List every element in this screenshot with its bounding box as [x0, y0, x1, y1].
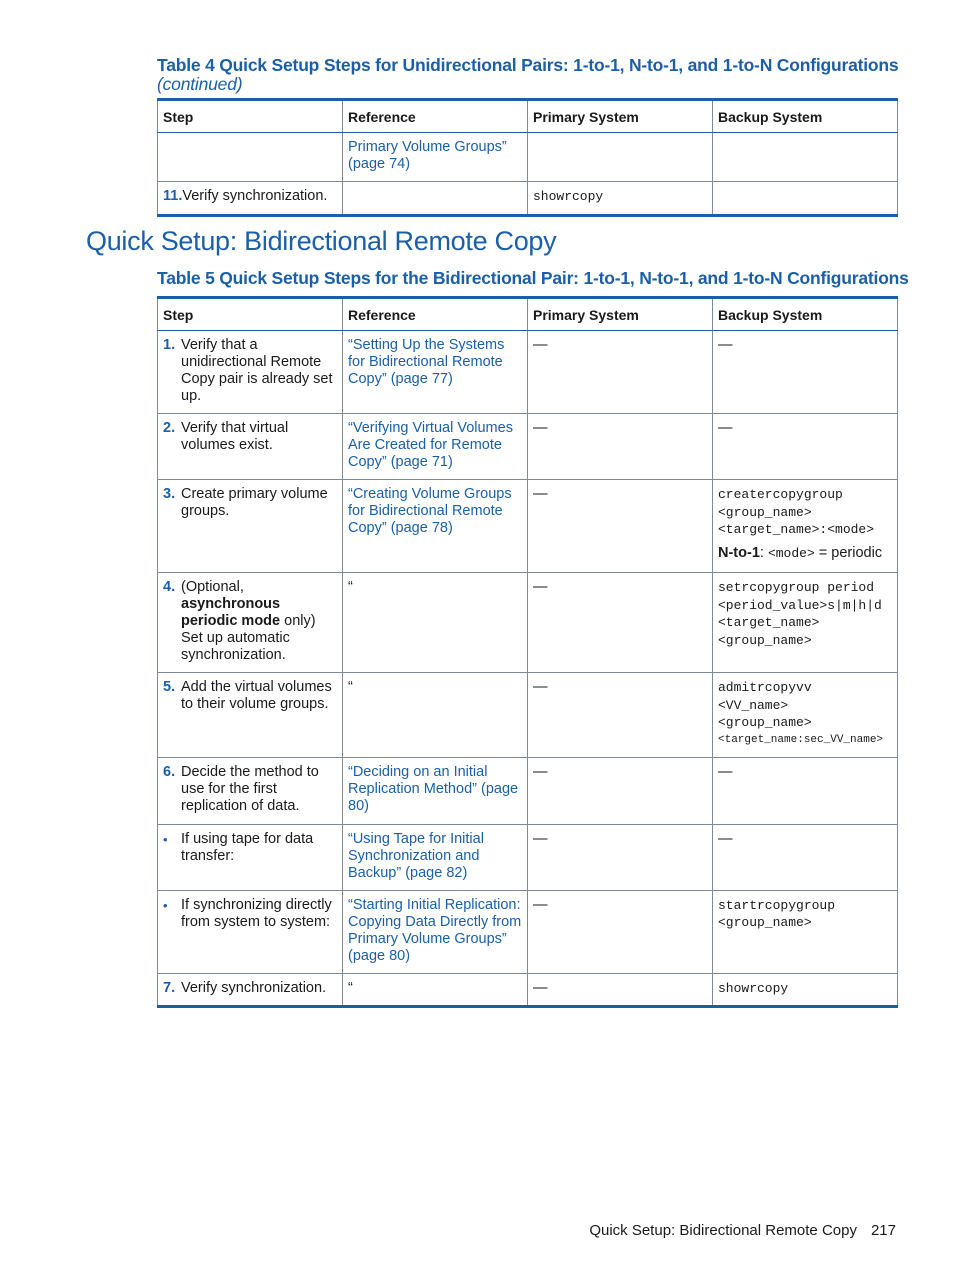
table4-header-reference: Reference — [343, 100, 528, 133]
table5-header-reference: Reference — [343, 298, 528, 331]
bullet-icon: • — [163, 897, 168, 913]
primary-cell: — — [528, 757, 713, 824]
step-text-post: only) Set up automatic synchronization. — [181, 613, 316, 663]
step-text: Verify synchronization. — [181, 979, 327, 996]
table4-header-backup: Backup System — [713, 100, 898, 133]
table-row — [158, 673, 898, 758]
step-cell — [158, 824, 343, 890]
step-cell — [158, 973, 343, 1007]
step-cell — [158, 480, 343, 573]
step-text: If synchronizing directly from system to system: — [181, 896, 332, 930]
step-cell — [158, 673, 343, 758]
backup-cell: — — [713, 414, 898, 480]
step-text: Verify that virtual volumes exist. — [181, 420, 289, 453]
table-row — [158, 890, 898, 973]
table4-header-row — [158, 100, 898, 133]
primary-cell: — — [528, 331, 713, 414]
step-number: 6. — [163, 763, 176, 780]
reference-link[interactable]: “Using Tape for Initial Synchronization and Backup” (page 82) — [348, 830, 484, 881]
table-row — [158, 133, 898, 182]
step-text: Verify that a unidirectional Remote Copy pair is already set up. — [181, 337, 333, 404]
reference-link[interactable]: “Creating Volume Groups for Bidirectional Remote Copy” (page 78) — [348, 486, 512, 536]
command-line: <VV_name> — [718, 697, 789, 713]
step-number: 7. — [163, 979, 176, 996]
note-separator: : — [759, 544, 768, 561]
note-rest: = periodic — [814, 544, 883, 561]
reference-cell — [343, 890, 528, 973]
reference-link[interactable]: Primary Volume Groups” (page 74) — [348, 139, 507, 172]
backup-cell — [713, 480, 898, 573]
command-line: <target_name> — [718, 615, 820, 630]
backup-cell: — — [713, 331, 898, 414]
reference-cell — [343, 480, 528, 573]
table4-continued: (continued) — [157, 74, 243, 94]
table4-cell-reference — [343, 133, 528, 182]
table4-cell-backup — [713, 182, 898, 216]
backup-cell — [713, 573, 898, 673]
step-number: 5. — [163, 679, 176, 695]
table-row — [158, 973, 898, 1007]
step-text — [181, 579, 337, 664]
table5 — [157, 296, 898, 1008]
table5-header-step: Step — [158, 298, 343, 331]
table5-header-primary: Primary System — [528, 298, 713, 331]
table-row — [158, 824, 898, 890]
step-cell — [158, 331, 343, 414]
command-line: <group_name> — [718, 715, 812, 730]
step-text: If using tape for data transfer: — [181, 830, 314, 864]
step-cell — [158, 573, 343, 673]
reference-link[interactable]: “Verifying Virtual Volumes Are Created for Remote Copy” (page 71) — [348, 420, 513, 470]
table-row — [158, 480, 898, 573]
primary-cell: — — [528, 573, 713, 673]
table4-header-step: Step — [158, 100, 343, 133]
table5-header-backup: Backup System — [713, 298, 898, 331]
table4-cell-reference — [343, 182, 528, 216]
command-line: admitrcopyvv — [718, 680, 812, 695]
primary-cell: — — [528, 480, 713, 573]
step-text: Verify synchronization. — [182, 188, 328, 204]
step-cell — [158, 414, 343, 480]
table4-cell-step — [158, 133, 343, 182]
table4-cell-primary — [528, 133, 713, 182]
step-text: Decide the method to use for the first replication of data. — [181, 763, 319, 814]
step-cell — [158, 757, 343, 824]
backup-cell — [713, 673, 898, 758]
table-row — [158, 757, 898, 824]
table4-title — [157, 56, 917, 94]
reference-cell: “ — [343, 673, 528, 758]
table4 — [157, 98, 898, 217]
page-footer — [589, 1222, 896, 1239]
reference-cell — [343, 757, 528, 824]
step-number: 11. — [163, 188, 183, 204]
command-line: <group_name> — [718, 632, 812, 648]
command-line: showrcopy — [718, 980, 789, 996]
command-line: <group_name> — [718, 504, 812, 520]
primary-cell: — — [528, 414, 713, 480]
step-text: Create primary volume groups. — [181, 486, 328, 519]
table5-header-row — [158, 298, 898, 331]
command-line: <target_name>:<mode> — [718, 522, 875, 537]
step-text: Add the virtual volumes to their volume groups. — [181, 679, 332, 712]
step-number: 1. — [163, 337, 176, 353]
bullet-icon: • — [163, 831, 168, 847]
footer-title: Quick Setup: Bidirectional Remote Copy — [589, 1222, 857, 1239]
note-code: <mode> — [767, 545, 815, 561]
table4-cell-step — [158, 182, 343, 216]
table5-title: Table 5 Quick Setup Steps for the Bidirectional Pair: 1-to-1, N-to-1, and 1-to-N Configurations — [157, 268, 909, 288]
table4-header-primary: Primary System — [528, 100, 713, 133]
command-line: <group_name> — [718, 915, 812, 930]
command-line: creatercopygroup — [718, 487, 843, 502]
step-number: 2. — [163, 420, 176, 436]
step-text-bold: asynchronous periodic mode — [181, 596, 281, 629]
reference-cell — [343, 824, 528, 890]
reference-link[interactable]: “Setting Up the Systems for Bidirectional Remote Copy” (page 77) — [348, 337, 505, 387]
backup-cell — [713, 890, 898, 973]
backup-cell: — — [713, 824, 898, 890]
reference-cell: “ — [343, 573, 528, 673]
command-line: startrcopygroup — [718, 897, 836, 913]
table4-cell-backup — [713, 133, 898, 182]
step-number: 4. — [163, 579, 176, 595]
reference-cell — [343, 414, 528, 480]
mode-note — [718, 545, 892, 563]
command-line-small: <target_name:sec_VV_name> — [718, 733, 884, 746]
primary-cell: — — [528, 890, 713, 973]
reference-link[interactable]: “Deciding on an Initial Replication Method” (page 80) — [348, 763, 519, 814]
table-row — [158, 331, 898, 414]
table-row — [158, 182, 898, 216]
command-text: showrcopy — [533, 189, 604, 204]
step-number: 3. — [163, 486, 176, 502]
backup-cell — [713, 973, 898, 1007]
table-row — [158, 414, 898, 480]
reference-cell: “ — [343, 973, 528, 1007]
primary-cell: — — [528, 824, 713, 890]
table4-cell-primary — [528, 182, 713, 216]
backup-cell: — — [713, 757, 898, 824]
section-heading: Quick Setup: Bidirectional Remote Copy — [86, 226, 557, 256]
note-label: N-to-1 — [718, 544, 760, 561]
command-line: <period_value>s|m|h|d — [718, 597, 882, 613]
reference-link[interactable]: “Starting Initial Replication: Copying Data Directly from Primary Volume Groups” (page 80) — [348, 896, 522, 964]
page-number: 217 — [870, 1222, 896, 1239]
table4-title-text: Table 4 Quick Setup Steps for Unidirectional Pairs: 1-to-1, N-to-1, and 1-to-N Configurations — [157, 55, 899, 75]
reference-cell — [343, 331, 528, 414]
step-cell — [158, 890, 343, 973]
table-row — [158, 573, 898, 673]
command-line: setrcopygroup period — [718, 580, 875, 595]
step-text-pre: (Optional, — [181, 579, 244, 595]
primary-cell: — — [528, 973, 713, 1007]
primary-cell: — — [528, 673, 713, 758]
